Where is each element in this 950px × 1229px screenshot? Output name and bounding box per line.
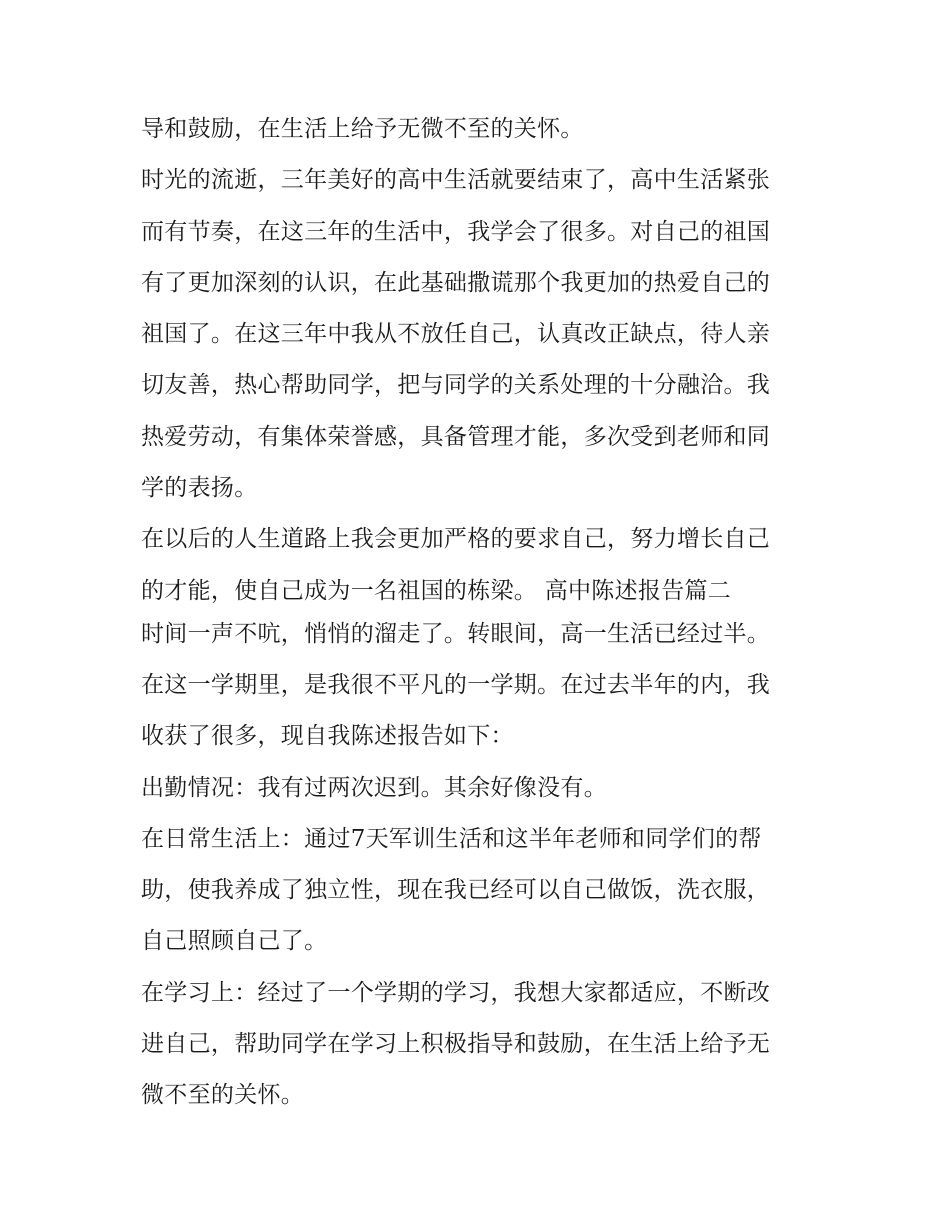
text-line: 学的表扬。 <box>141 475 258 502</box>
text-line: 时光的流逝，三年美好的高中生活就要结束了，高中生活紧张 <box>141 167 771 194</box>
text-line: 而有节奏，在这三年的生活中，我学会了很多。对自己的祖国 <box>141 218 771 245</box>
text-line: 助，使我养成了独立性，现在我已经可以自己做饭，洗衣服， <box>141 877 771 904</box>
text-line: 自己照顾自己了。 <box>141 928 328 955</box>
text-line: 在这一学期里，是我很不平凡的一学期。在过去半年的内，我 <box>141 671 771 698</box>
text-line: 的才能，使自己成为一名祖国的栋梁。 高中陈述报告篇二 <box>141 577 732 604</box>
text-line: 出勤情况：我有过两次迟到。其余好像没有。 <box>141 774 607 801</box>
body-text <box>141 107 821 1125</box>
text-line: 热爱劳动，有集体荣誉感，具备管理才能，多次受到老师和同 <box>141 423 771 450</box>
text-line: 在日常生活上：通过7天军训生活和这半年老师和同学们的帮 <box>141 825 762 852</box>
text-line: 在以后的人生道路上我会更加严格的要求自己，努力增长自己 <box>141 526 771 553</box>
text-line: 在学习上：经过了一个学期的学习，我想大家都适应，不断改 <box>141 979 771 1006</box>
text-line: 微不至的关怀。 <box>141 1082 305 1109</box>
text-line: 有了更加深刻的认识，在此基础撒谎那个我更加的热爱自己的 <box>141 269 771 296</box>
text-line: 切友善，热心帮助同学，把与同学的关系处理的十分融洽。我 <box>141 372 771 399</box>
text-line: 祖国了。在这三年中我从不放任自己，认真改正缺点，待人亲 <box>141 321 771 348</box>
text-line: 时间一声不吭，悄悄的溜走了。转眼间，高一生活已经过半。 <box>141 620 771 647</box>
text-line: 收获了很多，现自我陈述报告如下： <box>141 723 514 750</box>
text-line: 导和鼓励，在生活上给予无微不至的关怀。 <box>141 116 584 142</box>
text-line: 进自己，帮助同学在学习上积极指导和鼓励，在生活上给予无 <box>141 1031 771 1058</box>
